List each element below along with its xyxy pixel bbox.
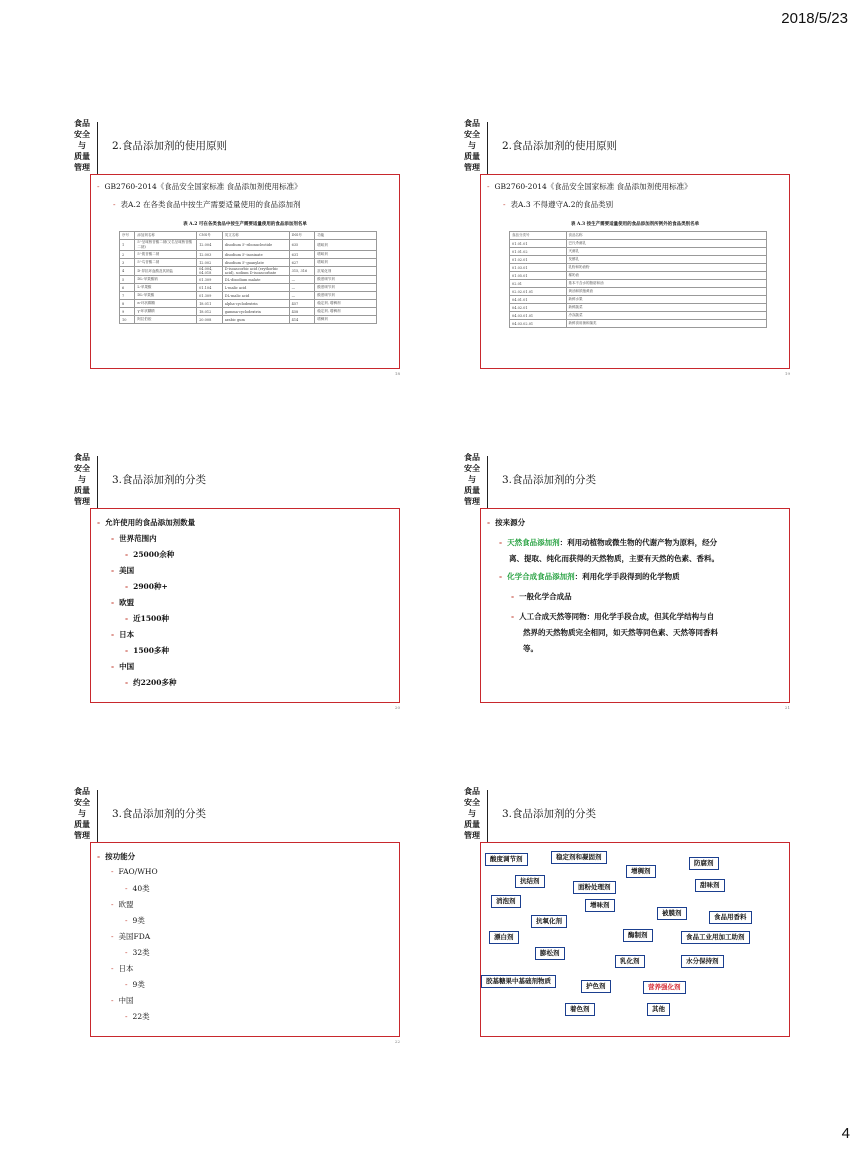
bullet-dash: - xyxy=(111,630,115,639)
additive-category-tag: 抗氧化剂 xyxy=(531,915,567,928)
content-box xyxy=(90,508,400,703)
outline-item-level-1 xyxy=(111,661,134,672)
additive-category-tag: 被膜剂 xyxy=(657,907,687,920)
outline-text: 40类 xyxy=(132,884,150,893)
table-cell: 10 xyxy=(120,316,135,324)
table-row xyxy=(120,300,377,308)
outline-item-level-2 xyxy=(125,947,150,958)
table-cell: 阿拉伯胶 xyxy=(135,316,197,324)
outline-item-level-0 xyxy=(97,851,135,862)
bullet-dash: - xyxy=(97,852,101,861)
bullet-by-source: 按来源分 xyxy=(495,518,526,527)
table-cell: D-异抗坏血酸及其钠盐 xyxy=(135,267,197,276)
additive-category-tag: 乳化剂 xyxy=(615,955,645,968)
divider xyxy=(97,456,98,508)
table-header-cell: 食品分类号 xyxy=(510,232,567,240)
side-label: 食品 安全 与 质量 管理 xyxy=(464,452,480,506)
divider xyxy=(97,122,98,174)
table-row xyxy=(510,272,767,280)
slide-number: 22 xyxy=(394,1039,400,1044)
outline-text: 日本 xyxy=(119,630,135,639)
table-cell: — xyxy=(289,284,315,292)
table-cell: 414 xyxy=(289,316,315,324)
additive-category-tag: 面粉处理剂 xyxy=(573,881,616,894)
table-cell: 增味剂 xyxy=(315,251,377,259)
table-cell: DL-malic acid xyxy=(222,292,289,300)
outline-text: 2900种+ xyxy=(133,582,168,591)
bullet-dash: - xyxy=(125,614,129,623)
table-cell: 458 xyxy=(289,308,315,316)
slide-title: 3.食品添加剂的分类 xyxy=(112,808,207,820)
slide-20 xyxy=(68,452,408,712)
bullet-dash: - xyxy=(111,996,114,1005)
outline-text: 中国 xyxy=(118,996,134,1005)
table-cell: 6 xyxy=(120,284,135,292)
table-cell: 01.104 xyxy=(197,284,223,292)
table-header-cell: 英文名称 xyxy=(222,232,289,240)
slide-title: 3.食品添加剂的分类 xyxy=(502,474,597,486)
table-row xyxy=(510,312,767,320)
bullet-dash: - xyxy=(97,518,101,527)
table-header-cell: 序号 xyxy=(120,232,135,240)
table-caption: 表 A.3 按生产需要适量使用的食品添加剂所例外的食品类别名单 xyxy=(570,222,700,227)
table-cell: DL-苹果酸 xyxy=(135,292,197,300)
bullet-dash: - xyxy=(125,948,128,957)
table-cell: 巴氏杀菌乳 xyxy=(566,240,766,248)
table-cell: 增味剂 xyxy=(315,240,377,251)
natural-additive-desc-cont: 离、提取、纯化而获得的天然物质，主要有天然的色素、香料。 xyxy=(509,554,719,563)
synthetic-additive-desc: ：利用化学手段得到的化学物质 xyxy=(574,572,680,581)
table-cell: 18.011 xyxy=(197,300,223,308)
table-cell: 12.003 xyxy=(197,251,223,259)
table-cell: 01.01.01 xyxy=(510,240,567,248)
outline-item-level-2 xyxy=(125,979,145,990)
side-label: 食品 安全 与 质量 管理 xyxy=(464,118,480,172)
table-cell: 7 xyxy=(120,292,135,300)
table-cell: 基本不含水的脂肪和油 xyxy=(566,280,766,288)
slide-22 xyxy=(68,786,408,1046)
table-cell: 04.02.01 xyxy=(510,304,567,312)
additive-category-tag: 增稠剂 xyxy=(626,865,656,878)
bullet-dash: - xyxy=(125,916,128,925)
outline-item-level-2 xyxy=(125,883,150,894)
table-row xyxy=(120,316,377,324)
outline-text: 约2200多种 xyxy=(133,678,177,687)
table-cell: γ-环状糊精 xyxy=(135,308,197,316)
table-row xyxy=(120,308,377,316)
table-cell: 新鲜蔬菜 xyxy=(566,304,766,312)
bullet-dash: - xyxy=(111,964,114,973)
table-cell: 02.02.01.01 xyxy=(510,288,567,296)
slide-number: 20 xyxy=(394,705,400,710)
category-table xyxy=(509,231,767,328)
table-cell: L-malic acid xyxy=(222,284,289,292)
outline-item-level-1 xyxy=(111,899,134,910)
table-header-row xyxy=(120,232,377,240)
additive-category-tag: 防腐剂 xyxy=(689,857,719,870)
table-cell: 9 xyxy=(120,308,135,316)
slide-title: 3.食品添加剂的分类 xyxy=(112,474,207,486)
bullet-dash: - xyxy=(111,932,114,941)
table-cell: 1 xyxy=(120,240,135,251)
table-row xyxy=(510,320,767,328)
table-cell: 2 xyxy=(120,251,135,259)
table-cell: alpha-cyclodextrin xyxy=(222,300,289,308)
bullet-dash: - xyxy=(111,566,115,575)
bullet-standard: GB2760-2014《食品安全国家标准 食品添加剂使用标准》 xyxy=(104,182,302,191)
table-cell: 3 xyxy=(120,259,135,267)
table-row xyxy=(510,248,767,256)
table-cell: 稳定剂, 增稠剂 xyxy=(315,300,377,308)
table-cell: 20.008 xyxy=(197,316,223,324)
table-cell: α-环状糊精 xyxy=(135,300,197,308)
bullet-dash: - xyxy=(125,550,129,559)
content-box xyxy=(90,842,400,1037)
additive-category-tag: 其他 xyxy=(647,1003,670,1016)
table-row xyxy=(510,304,767,312)
side-label: 食品 安全 与 质量 管理 xyxy=(464,786,480,840)
additive-category-tag: 食品用香料 xyxy=(709,911,752,924)
table-cell: 01.02.01 xyxy=(510,256,567,264)
table-cell: 01.309 xyxy=(197,276,223,284)
table-header-cell: CNS号 xyxy=(197,232,223,240)
table-header-cell: 添加剂名称 xyxy=(135,232,197,240)
outline-item-level-2 xyxy=(125,915,145,926)
divider xyxy=(487,456,488,508)
bullet-dash: - xyxy=(125,678,129,687)
table-cell: 04.03.02.01 xyxy=(510,320,567,328)
bullet-dash: - xyxy=(125,884,128,893)
additive-category-tag: 酶制剂 xyxy=(623,929,653,942)
table-cell: — xyxy=(289,292,315,300)
table-cell: 灭菌乳 xyxy=(566,248,766,256)
additive-category-tag: 膨松剂 xyxy=(535,947,565,960)
additive-category-tag: 抗结剂 xyxy=(515,875,545,888)
additive-category-tag: 食品工业用加工助剂 xyxy=(681,931,750,944)
slide-number: 18 xyxy=(394,371,400,376)
outline-text: 欧盟 xyxy=(119,598,135,607)
bullet-dash: - xyxy=(125,980,128,989)
outline-text: 9类 xyxy=(132,980,145,989)
bullet-dash: - xyxy=(111,900,114,909)
additive-category-tag: 增味剂 xyxy=(585,899,615,912)
table-cell: 酸度调节剂 xyxy=(315,284,377,292)
additive-category-tag: 营养强化剂 xyxy=(643,981,686,994)
table-row xyxy=(510,240,767,248)
additive-table xyxy=(119,231,377,324)
outline-item-level-1 xyxy=(111,931,150,942)
table-cell: 18.012 xyxy=(197,308,223,316)
additive-category-tag: 护色剂 xyxy=(581,980,611,993)
outline-item-level-1 xyxy=(111,597,134,608)
table-cell: 8 xyxy=(120,300,135,308)
additive-category-tag: 稳定剂和凝固剂 xyxy=(551,851,607,864)
table-cell: L-苹果酸 xyxy=(135,284,197,292)
table-cell: 4 xyxy=(120,267,135,276)
bullet-table-a2: 表A.2 在各类食品中按生产需要适量使用的食品添加剂 xyxy=(120,200,301,209)
outline-item-level-2 xyxy=(125,549,174,560)
table-cell: 新鲜水果 xyxy=(566,296,766,304)
slide-title: 3.食品添加剂的分类 xyxy=(502,808,597,820)
page-number: 4 xyxy=(841,1125,850,1142)
document-date: 2018/5/23 xyxy=(781,10,848,27)
outline-text: 25000余种 xyxy=(133,550,175,559)
table-cell: 增稠剂 xyxy=(315,316,377,324)
divider xyxy=(97,790,98,842)
outline-text: 允许使用的食品添加剂数量 xyxy=(105,518,196,527)
general-synthetic: 一般化学合成品 xyxy=(519,592,572,601)
outline-item-level-2 xyxy=(125,581,168,592)
bullet-table-a3: 表A.3 不得遵守A.2的食品类别 xyxy=(510,200,614,209)
table-cell: — xyxy=(289,276,315,284)
slide-number: 19 xyxy=(784,371,790,376)
outline-item-level-2 xyxy=(125,1011,150,1022)
nature-identical-desc: 人工合成天然等同物：用化学手段合成，但其化学结构与自 xyxy=(519,612,715,621)
table-cell: 01.03.01 xyxy=(510,264,567,272)
table-row xyxy=(120,292,377,300)
outline-item-level-2 xyxy=(125,677,177,688)
table-row xyxy=(120,267,377,276)
outline-text: 9类 xyxy=(132,916,145,925)
outline-text: 世界范围内 xyxy=(119,534,157,543)
table-cell: 5'-鸟苷酸二钠 xyxy=(135,259,197,267)
table-cell: 5 xyxy=(120,276,135,284)
table-cell: 01.01.02 xyxy=(510,248,567,256)
outline-text: 美国FDA xyxy=(118,932,151,941)
slide-title: 2.食品添加剂的使用原则 xyxy=(112,140,228,152)
table-header-cell: INS号 xyxy=(289,232,315,240)
slide-19 xyxy=(458,118,798,378)
table-cell: 02.01 xyxy=(510,280,567,288)
natural-additive-term: 天然食品添加剂 xyxy=(507,538,560,547)
side-label: 食品 安全 与 质量 管理 xyxy=(74,118,90,172)
table-row xyxy=(120,284,377,292)
table-cell: 04.004, 04.018 xyxy=(197,267,223,276)
bullet-dash: - xyxy=(111,534,115,543)
outline-item-level-1 xyxy=(111,867,158,876)
table-cell: gamma-cyclodextrin xyxy=(222,308,289,316)
outline-text: 欧盟 xyxy=(118,900,134,909)
divider xyxy=(487,122,488,174)
bullet-dash: - xyxy=(125,646,129,655)
outline-item-level-1 xyxy=(111,565,134,576)
bullet-dash: - xyxy=(125,1012,128,1021)
side-label: 食品 安全 与 质量 管理 xyxy=(74,786,90,840)
divider xyxy=(487,790,488,842)
slide-number: 21 xyxy=(784,705,790,710)
table-cell: arabic gum xyxy=(222,316,289,324)
table-row xyxy=(120,276,377,284)
table-row xyxy=(120,259,377,267)
outline-item-level-1 xyxy=(111,629,134,640)
slide-title: 2.食品添加剂的使用原则 xyxy=(502,140,618,152)
content-box: - GB2760-2014《食品安全国家标准 食品添加剂使用标准》 - 表A.2 在各类食品中按生产需要适量使用的食品添加剂 表 A.2 可在各类食品中按生产需要适量使用的食品添加剂名单 序号 添加剂名称 CNS号 英文名称 INS号 功能 1 5'-呈味核苷酸二钠(又名呈味核苷酸二钠) 12.004 disodium 5'-ribonucleotide 635 增味剂 2 5'-肌苷酸二钠 12.003 disodium 5'-inosinate 631 增味剂 3 5'-鸟苷酸二钠 12.002 disodium 5'-guanylate 627 增味剂 4 D-异抗坏血酸及其钠盐 04.004, 04.018 D-isoascorbic acid (erythorbic acid), sodium D-isoascorbate 315, 316 抗氧化剂 5 DL-苹果酸钠 01.309 DL-disodium malate — 酸度调节剂 6 L-苹果酸 01.104 L-malic acid — 酸度调节剂 7 DL-苹果酸 01.309 DL-malic acid — 酸度调节剂 8 α-环状糊精 18.011 alpha-cyclodextrin 457 稳定剂, 增稠剂 9 γ-环状糊精 18.012 gamma-cyclodextrin 458 稳定剂, 增稠剂 10 阿拉伯胶 20.008 arabic gum 414 增稠剂 xyxy=(90,174,400,369)
outline-text: 按功能分 xyxy=(105,852,136,861)
table-cell: 315, 316 xyxy=(289,267,315,276)
table-row xyxy=(120,240,377,251)
content-box xyxy=(480,842,790,1037)
bullet-dash: - xyxy=(111,662,115,671)
table-header-cell: 食品名称 xyxy=(566,232,766,240)
table-cell: 黄油和浓缩黄油 xyxy=(566,288,766,296)
outline-text: 1500多种 xyxy=(133,646,169,655)
outline-text: 32类 xyxy=(132,948,150,957)
table-header-cell: 功能 xyxy=(315,232,377,240)
natural-additive-desc: ：利用动植物或微生物的代谢产物为原料，经分 xyxy=(559,538,718,547)
slide-23 xyxy=(458,786,798,1046)
table-cell: 457 xyxy=(289,300,315,308)
table-cell: disodium 5'-guanylate xyxy=(222,259,289,267)
table-cell: 12.004 xyxy=(197,240,223,251)
additive-category-tag: 水分保持剂 xyxy=(681,955,724,968)
table-cell: 627 xyxy=(289,259,315,267)
table-cell: 01.05.01 xyxy=(510,272,567,280)
bullet-dash: - xyxy=(125,582,129,591)
table-row xyxy=(510,264,767,272)
additive-category-tag: 着色剂 xyxy=(565,1003,595,1016)
additive-category-tag: 甜味剂 xyxy=(695,879,725,892)
table-cell: 04.03.01.01 xyxy=(510,312,567,320)
nature-identical-desc-end: 等。 xyxy=(523,644,538,653)
outline-text: FAO/WHO xyxy=(118,867,158,876)
table-cell: 5'-肌苷酸二钠 xyxy=(135,251,197,259)
table-row xyxy=(510,296,767,304)
outline-text: 22类 xyxy=(132,1012,150,1021)
content-box: - 按来源分 - 天然食品添加剂：利用动植物或微生物的代谢产物为原料，经分 离、提取、纯化而获得的天然物质，主要有天然的色素、香料。 - 化学合成食品添加剂：利用化学手段得到的化学物质 - 一般化学合成品 - 人工合成天然等同物：用化学手段合成，但其化学结构与自 然界的天然物质完全相同，如天然等同色素、天然等同香料 等。 xyxy=(480,508,790,703)
table-row xyxy=(510,280,767,288)
table-cell: 01.309 xyxy=(197,292,223,300)
outline-text: 日本 xyxy=(118,964,134,973)
table-cell: 631 xyxy=(289,251,315,259)
table-cell: disodium 5'-ribonucleotide xyxy=(222,240,289,251)
bullet-dash: - xyxy=(111,867,114,876)
outline-text: 美国 xyxy=(119,566,135,575)
table-row xyxy=(510,288,767,296)
side-label: 食品 安全 与 质量 管理 xyxy=(74,452,90,506)
table-row xyxy=(120,251,377,259)
additive-category-tag: 酸度调节剂 xyxy=(485,853,528,866)
nature-identical-desc-cont: 然界的天然物质完全相同，如天然等同色素、天然等同香料 xyxy=(523,628,718,637)
table-cell: 稳定剂, 增稠剂 xyxy=(315,308,377,316)
table-header-row xyxy=(510,232,767,240)
table-cell: 12.002 xyxy=(197,259,223,267)
table-caption: 表 A.2 可在各类食品中按生产需要适量使用的食品添加剂名单 xyxy=(183,222,307,227)
table-row xyxy=(510,256,767,264)
table-cell: disodium 5'-inosinate xyxy=(222,251,289,259)
bullet-standard: GB2760-2014《食品安全国家标准 食品添加剂使用标准》 xyxy=(494,182,692,191)
content-box: - GB2760-2014《食品安全国家标准 食品添加剂使用标准》 - 表A.3 不得遵守A.2的食品类别 表 A.3 按生产需要适量使用的食品添加剂所例外的食品类别名单 食品分类号 食品名称 01.01.01 巴氏杀菌乳 01.01.02 灭菌乳 01.02.01 发酵乳 01.03.01 乳粉和奶油粉 01.05.01 稀奶油 02.01 基本不含水的脂肪和油 02.02.01.01 黄油和浓缩黄油 04.01.01 新鲜水果 04.02.01 新鲜蔬菜 04.03.01.01 冷冻蔬菜 04.03.02.01 新鲜食用菌和藻类 xyxy=(480,174,790,369)
table-cell: 冷冻蔬菜 xyxy=(566,312,766,320)
slide-21 xyxy=(458,452,798,712)
table-cell: 增味剂 xyxy=(315,259,377,267)
outline-item-level-1 xyxy=(111,533,157,544)
table-cell: D-isoascorbic acid (erythorbic acid), sodium D-isoascorbate xyxy=(222,267,289,276)
table-cell: 稀奶油 xyxy=(566,272,766,280)
table-cell: 新鲜食用菌和藻类 xyxy=(566,320,766,328)
table-cell: 酸度调节剂 xyxy=(315,276,377,284)
table-cell: 抗氧化剂 xyxy=(315,267,377,276)
additive-category-tag: 消泡剂 xyxy=(491,895,521,908)
outline-item-level-1 xyxy=(111,995,134,1006)
table-cell: 发酵乳 xyxy=(566,256,766,264)
outline-text: 中国 xyxy=(119,662,135,671)
table-cell: DL-disodium malate xyxy=(222,276,289,284)
additive-category-tag: 胶基糖果中基础剂物质 xyxy=(481,975,556,988)
table-cell: 乳粉和奶油粉 xyxy=(566,264,766,272)
outline-item-level-1 xyxy=(111,963,134,974)
bullet-dash: - xyxy=(111,598,115,607)
additive-category-tag: 漂白剂 xyxy=(489,931,519,944)
outline-item-level-2 xyxy=(125,645,169,656)
table-cell: DL-苹果酸钠 xyxy=(135,276,197,284)
outline-text: 近1500种 xyxy=(133,614,169,623)
table-cell: 5'-呈味核苷酸二钠(又名呈味核苷酸二钠) xyxy=(135,240,197,251)
outline-item-level-2 xyxy=(125,613,169,624)
outline-item-level-0 xyxy=(97,517,195,528)
table-cell: 635 xyxy=(289,240,315,251)
synthetic-additive-term: 化学合成食品添加剂 xyxy=(507,572,575,581)
slide-18 xyxy=(68,118,408,378)
table-cell: 04.01.01 xyxy=(510,296,567,304)
table-cell: 酸度调节剂 xyxy=(315,292,377,300)
